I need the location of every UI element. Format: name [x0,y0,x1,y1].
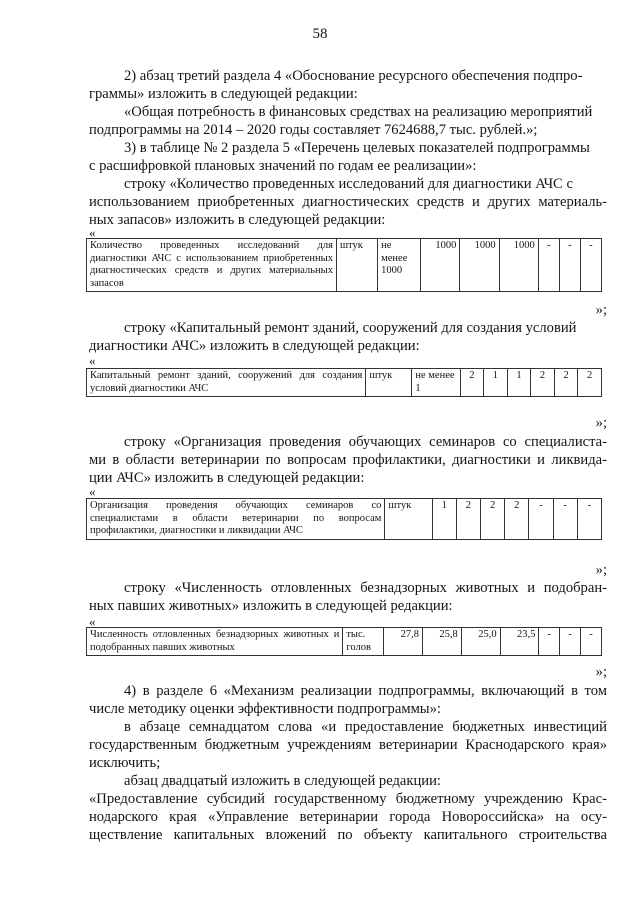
value-cell: 2 [505,499,529,540]
table-row-stray-animals [86,627,602,656]
value-cell: 1 [507,369,531,397]
paragraph-line: числе методику оценки эффективности подпрограммы»: [89,701,441,717]
value-cell: - [538,239,559,292]
value-cell: 2 [531,369,555,397]
value-cell: - [581,628,602,656]
value-cell: - [577,499,601,540]
paragraph-line: граммы» изложить в следующей редакции: [89,86,358,102]
value-cell: - [539,628,560,656]
value-cell: 23,5 [500,628,539,656]
value-cell: 1000 [460,239,499,292]
unit-cell: тыс. голов [343,628,384,656]
unit-cell: штук [336,239,377,292]
value-cell: 1000 [421,239,460,292]
value-cell: - [553,499,577,540]
unit-cell: штук [385,499,432,540]
value-cell: 1 [484,369,508,397]
paragraph-line: 4) в разделе 6 «Механизм реализации подпрограммы, включающий в том [124,683,607,699]
base-cell: не менее 1000 [378,239,421,292]
paragraph-line: исключить; [89,755,161,771]
close-mark: »; [595,562,607,578]
row-name-cell: Численность отловленных безнадзорных животных и подобранных павших животных [87,628,343,656]
open-quote: « [89,225,96,240]
value-cell: - [560,628,581,656]
paragraph-line: строку «Организация проведения обучающих семинаров со специалиста- [124,434,607,450]
paragraph-line: строку «Количество проведенных исследований для диагностики АЧС с [124,176,573,192]
value-cell: 2 [456,499,480,540]
paragraph-line: ществление капитальных вложений по объекту капитального строительства [89,827,607,843]
paragraph-line: ных павших животных» изложить в следующей редакции: [89,598,453,614]
close-mark: »; [595,664,607,680]
table-row-capital-repair [86,368,602,397]
value-cell: - [559,239,580,292]
row-name-cell: Количество проведенных исследований для диагностики АЧС с использованием приобретенных диагностических средств и других материальных запасов [87,239,337,292]
paragraph-line: нодарского края «Управление ветеринарии города Новороссийска» на осу- [89,809,607,825]
paragraph-line: строку «Численность отловленных безнадзорных животных и подобран- [124,580,607,596]
value-cell: 2 [481,499,505,540]
paragraph-line: с расшифровкой плановых значений по годам ее реализации»: [89,158,477,174]
paragraph-line: абзац двадцатый изложить в следующей редакции: [124,773,441,789]
paragraph-line: ми в области ветеринарии по вопросам профилактики, диагностики и ликвида- [89,452,607,468]
value-cell: 25,8 [422,628,461,656]
paragraph-line: в абзаце семнадцатом слова «и предоставление бюджетных инвестиций [124,719,607,735]
paragraph-line: ции АЧС» изложить в следующей редакции: [89,470,365,486]
row-name-cell: Капитальный ремонт зданий, сооружений для создания условий диагностики АЧС [87,369,366,397]
table-row-research-count [86,238,602,292]
value-cell: 27,8 [384,628,423,656]
close-mark: »; [595,302,607,318]
paragraph-line: «Общая потребность в финансовых средствах на реализацию мероприятий [124,104,593,120]
value-cell: 2 [578,369,602,397]
page-number: 58 [312,26,328,42]
value-cell: - [580,239,601,292]
value-cell: 2 [460,369,484,397]
open-quote: « [89,353,96,368]
paragraph-line: ных запасов» изложить в следующей редакции: [89,212,386,228]
value-cell: - [529,499,553,540]
paragraph-line: строку «Капитальный ремонт зданий, сооружений для создания условий [124,320,577,336]
paragraph-line: использованием приобретенных диагностических средств и других материаль- [89,194,607,210]
value-cell: 1 [432,499,456,540]
value-cell: 1000 [499,239,538,292]
value-cell: 25,0 [461,628,500,656]
paragraph-line: подпрограммы на 2014 – 2020 годы составляет 7624688,7 тыс. рублей.»; [89,122,538,138]
base-cell: не менее 1 [412,369,460,397]
row-name-cell: Организация проведения обучающих семинаров со специалистами в области ветеринарии по вопросам профилактики, диагностики и ликвидации АЧС [87,499,385,540]
paragraph-line: 3) в таблице № 2 раздела 5 «Перечень целевых показателей подпрограммы [124,140,590,156]
close-mark: »; [595,415,607,431]
paragraph-line: 2) абзац третий раздела 4 «Обоснование ресурсного обеспечения подпро- [124,68,583,84]
open-quote: « [89,614,96,629]
value-cell: 2 [554,369,578,397]
table-row-seminars [86,498,602,540]
paragraph-line: диагностики АЧС» изложить в следующей редакции: [89,338,420,354]
paragraph-line: государственным бюджетным учреждениям ветеринарии Краснодарского края» [89,737,607,753]
open-quote: « [89,484,96,499]
unit-cell: штук [366,369,412,397]
paragraph-line: «Предоставление субсидий государственному бюджетному учреждению Крас- [89,791,607,807]
